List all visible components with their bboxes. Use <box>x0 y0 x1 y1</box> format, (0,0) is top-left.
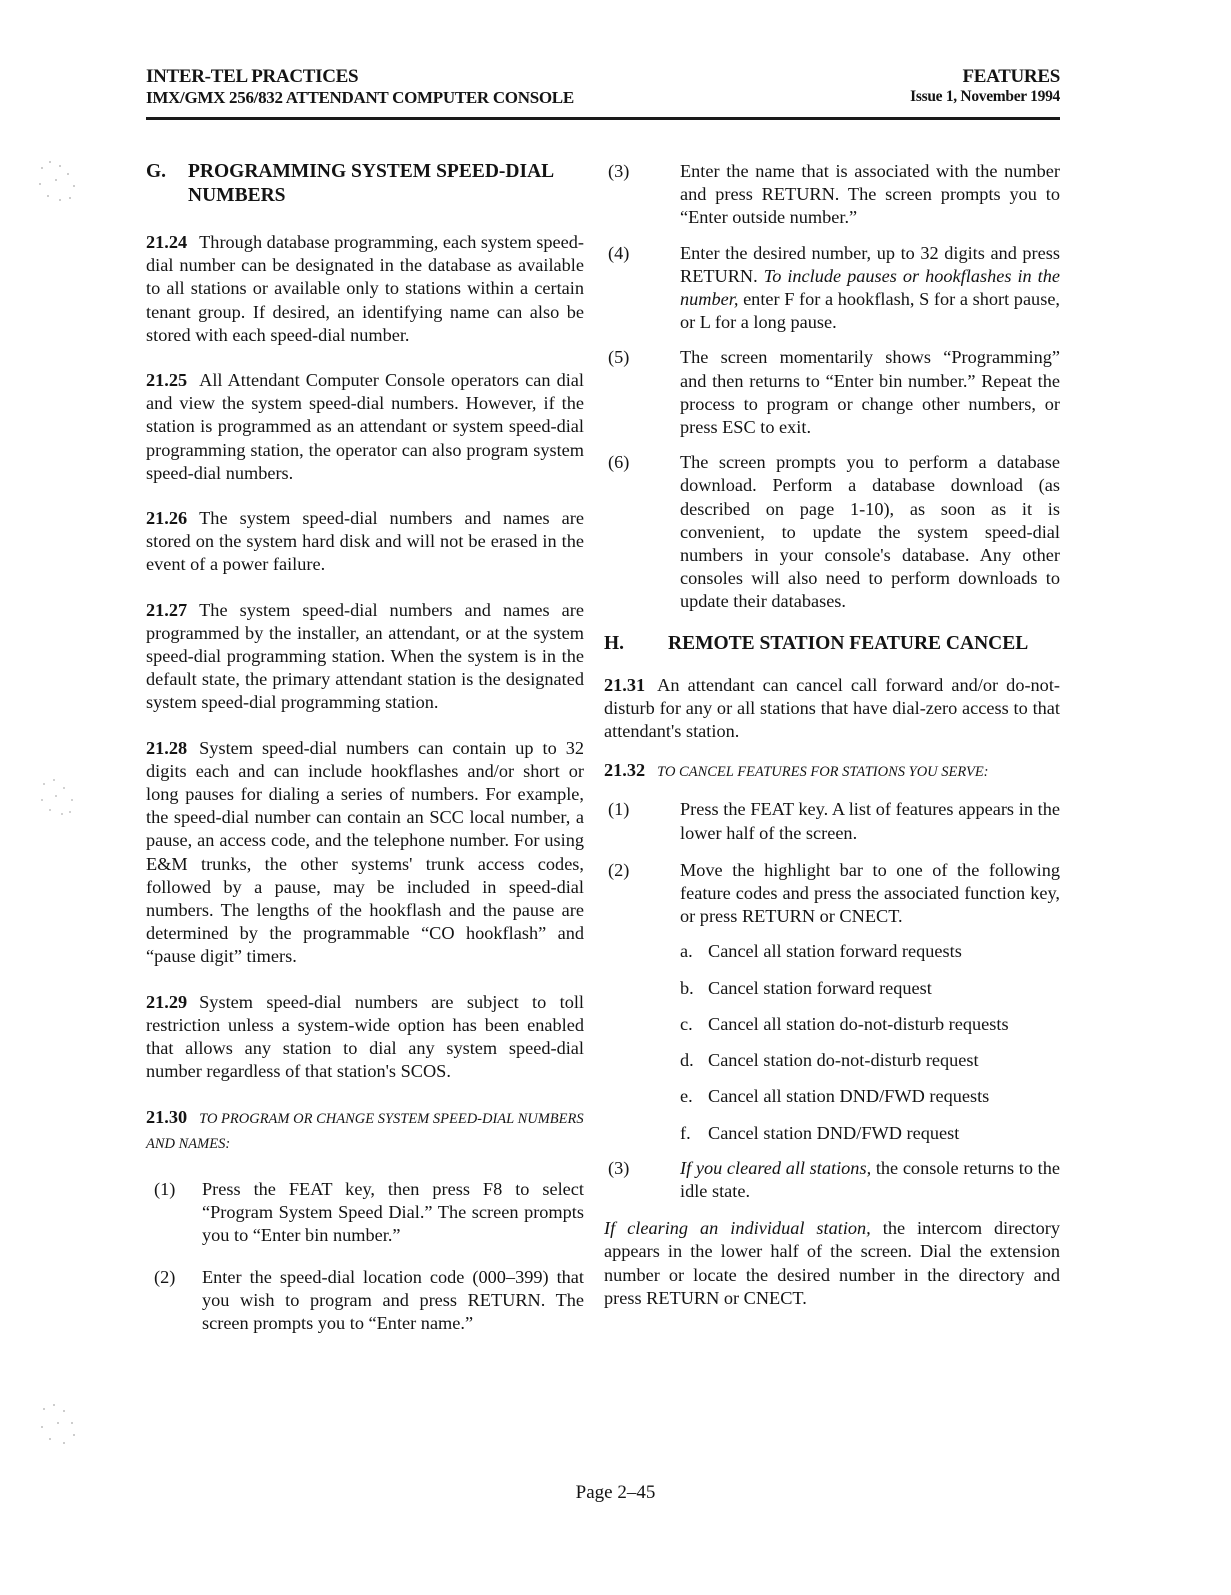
paragraph-text: System speed-dial numbers can contain up to 32 digits each and can include hookflashes and/or short or long pauses for dialing a series of numbers. For example, the speed-dial number can contain an SCC local number, a pause, an access code, and the telephone number. For using E&M trunks, the other systems' trunk access codes, followed by a pause, may be included in speed-dial numbers. The lengths of the hookflash and the pause are determined by the programmable “CO hookflash” and “pause digit” timers. <box>146 737 584 967</box>
step-text-emphasis: To include pauses or hookflashes in the number, <box>680 265 1060 310</box>
step-text-part: the intercom directory appears in the lower half of the screen. Dial the extension number or locate the desired number in the directory and press RETURN or CNECT. <box>604 1218 1060 1308</box>
section-letter: H. <box>604 632 625 654</box>
step-text-part: Enter the desired number, up to 32 digits and press RETURN. <box>680 242 1060 286</box>
option-letter: e. <box>680 1086 693 1107</box>
option-letter: b. <box>680 977 694 998</box>
step-text: Move the highlight bar to one of the following feature codes and press the associated function key, or press RETURN or CNECT. <box>680 859 1060 927</box>
program-steps <box>146 1178 584 1335</box>
paragraph-21-28 <box>146 737 584 969</box>
option-item <box>680 1013 1060 1036</box>
paragraph-21-27 <box>146 599 584 715</box>
paragraph-21-26 <box>146 507 584 577</box>
option-text: Cancel all station do-not-disturb requests <box>708 1013 1009 1034</box>
section-title: PROGRAMMING SYSTEM SPEED-DIAL NUMBERS <box>188 161 554 206</box>
binder-hole-mark <box>30 770 90 840</box>
step-text <box>680 242 1060 335</box>
paragraph-21-30 <box>146 1106 584 1156</box>
paragraph-text: Through database programming, each system speed-dial number can be designated in the database as available to all stations or available only to stations within a certain tenant group. If desired, an identifying name can also be stored with each speed-dial number. <box>146 232 584 345</box>
option-text: Cancel station forward request <box>708 977 932 998</box>
step-number: (5) <box>608 347 630 368</box>
paragraph-number: 21.27 <box>146 599 188 620</box>
option-item <box>680 940 1060 963</box>
option-letter: f. <box>680 1122 691 1143</box>
step-text-part: the console returns to the idle state. <box>680 1157 1060 1201</box>
step-number: (2) <box>608 859 630 880</box>
procedure-heading: TO CANCEL FEATURES FOR STATIONS YOU SERVE: <box>657 764 989 781</box>
step-number: (2) <box>154 1266 176 1287</box>
page-number: Page 2–45 <box>575 1482 656 1503</box>
paragraph-text: An attendant can cancel call forward and/or do-not-disturb for any or all stations that have dial-zero access to that attendant's station. <box>604 674 1060 742</box>
paragraph-number: 21.28 <box>146 737 188 758</box>
paragraph-number: 21.29 <box>146 991 188 1012</box>
step-number: (1) <box>608 799 630 820</box>
header-rule <box>146 117 1060 120</box>
paragraph-21-29 <box>146 991 584 1084</box>
option-item <box>680 1049 1060 1072</box>
step-item <box>604 242 1060 335</box>
option-item <box>680 977 1060 1000</box>
section-title: REMOTE STATION FEATURE CANCEL <box>668 632 1029 654</box>
step-text-emphasis: If you cleared all stations, <box>680 1157 872 1178</box>
step-text: Press the FEAT key. A list of features appears in the lower half of the screen. <box>680 799 1060 843</box>
step-number: (6) <box>608 452 630 473</box>
paragraph-text: All Attendant Computer Console operators can dial and view the system speed-dial numbers. However, if the station is programmed as an attendant or system speed-dial programming station, the operator can also program system speed-dial numbers. <box>146 370 584 483</box>
paragraph-number: 21.32 <box>604 760 646 781</box>
option-item <box>680 1085 1060 1108</box>
header-manual-title: IMX/GMX 256/832 ATTENDANT COMPUTER CONSOLE <box>146 88 574 107</box>
step-text: The screen prompts you to perform a database download. Perform a database download (as described on page 1-10), as soon as it is convenient, to update the system speed-dial numbers in your console's database. Any other consoles will also need to perform downloads to update their databases. <box>680 452 1060 612</box>
option-text: Cancel all station DND/FWD requests <box>708 1086 990 1107</box>
paragraph-text: System speed-dial numbers are subject to toll restriction unless a system-wide option has been enabled that allows any station to dial any system speed-dial number regardless of that station's SCOS. <box>146 991 584 1082</box>
step-item <box>604 346 1060 439</box>
step-item <box>604 160 1060 230</box>
binder-hole-mark <box>30 1395 90 1465</box>
right-column <box>604 160 1060 1310</box>
header-publisher: INTER-TEL PRACTICES <box>146 66 359 87</box>
step-text: The screen momentarily shows “Programming” and then returns to “Enter bin number.” Repeat the process to program or change other numbers, or press ESC to exit. <box>680 347 1060 438</box>
step-text: Enter the name that is associated with the number and press RETURN. The screen prompts you to “Enter outside number.” <box>680 161 1060 228</box>
step-number: (4) <box>608 242 630 263</box>
step-item <box>604 451 1060 613</box>
option-letter: a. <box>680 941 693 962</box>
section-heading-h <box>604 632 1060 656</box>
option-text: Cancel station do-not-disturb request <box>708 1050 979 1071</box>
paragraph-21-24 <box>146 231 584 347</box>
paragraph-number: 21.25 <box>146 370 188 391</box>
step-item <box>604 1157 1060 1203</box>
section-letter: G. <box>146 161 167 182</box>
paragraph-text: The system speed-dial numbers and names are stored on the system hard disk and will not be erased in the event of a power failure. <box>146 508 584 575</box>
binder-hole-mark <box>30 150 90 220</box>
header-section: FEATURES <box>962 66 1060 87</box>
step-number: (1) <box>154 1178 176 1199</box>
left-column <box>146 160 584 1335</box>
paragraph-number: 21.24 <box>146 232 188 252</box>
paragraph-number: 21.26 <box>146 508 188 529</box>
paragraph-number: 21.31 <box>604 674 646 695</box>
paragraph-21-25 <box>146 369 584 485</box>
step-number: (3) <box>608 161 630 181</box>
paragraph-21-31 <box>604 674 1060 744</box>
option-item <box>680 1122 1060 1145</box>
option-text: Cancel all station forward requests <box>708 941 962 962</box>
step-text-part: enter F for a hookflash, S for a short pause, or L for a long pause. <box>680 289 1060 333</box>
option-letter: d. <box>680 1050 694 1071</box>
step-item <box>146 1178 584 1248</box>
procedure-heading: TO PROGRAM OR CHANGE SYSTEM SPEED-DIAL NUMBERS AND NAMES: <box>146 1110 584 1152</box>
step-item <box>604 798 1060 844</box>
step-item <box>146 1266 584 1336</box>
step-text: Enter the speed-dial location code (000–399) that you wish to program and press RETURN. The screen prompts you to “Enter name.” <box>202 1266 584 1333</box>
section-heading-g <box>146 160 584 208</box>
step-continuation <box>604 1217 1060 1310</box>
step-item <box>604 859 1060 929</box>
step-number: (3) <box>608 1157 630 1178</box>
step-text <box>680 1157 1060 1203</box>
paragraph-number: 21.30 <box>146 1106 188 1127</box>
option-text: Cancel station DND/FWD request <box>708 1122 960 1143</box>
step-text-emphasis: If clearing an individual station, <box>604 1218 871 1239</box>
feature-options <box>604 940 1060 1144</box>
paragraph-21-32 <box>604 759 1060 784</box>
header-issue: Issue 1, November 1994 <box>910 88 1060 105</box>
step-text: Press the FEAT key, then press F8 to select “Program System Speed Dial.” The screen prompts you to “Enter bin number.” <box>202 1178 584 1246</box>
paragraph-text: The system speed-dial numbers and names are programmed by the installer, an attendant, or at the system speed-dial programming station. When the system is in the default state, the primary attendant station is the designated system speed-dial programming station. <box>146 599 584 713</box>
option-letter: c. <box>680 1013 693 1034</box>
